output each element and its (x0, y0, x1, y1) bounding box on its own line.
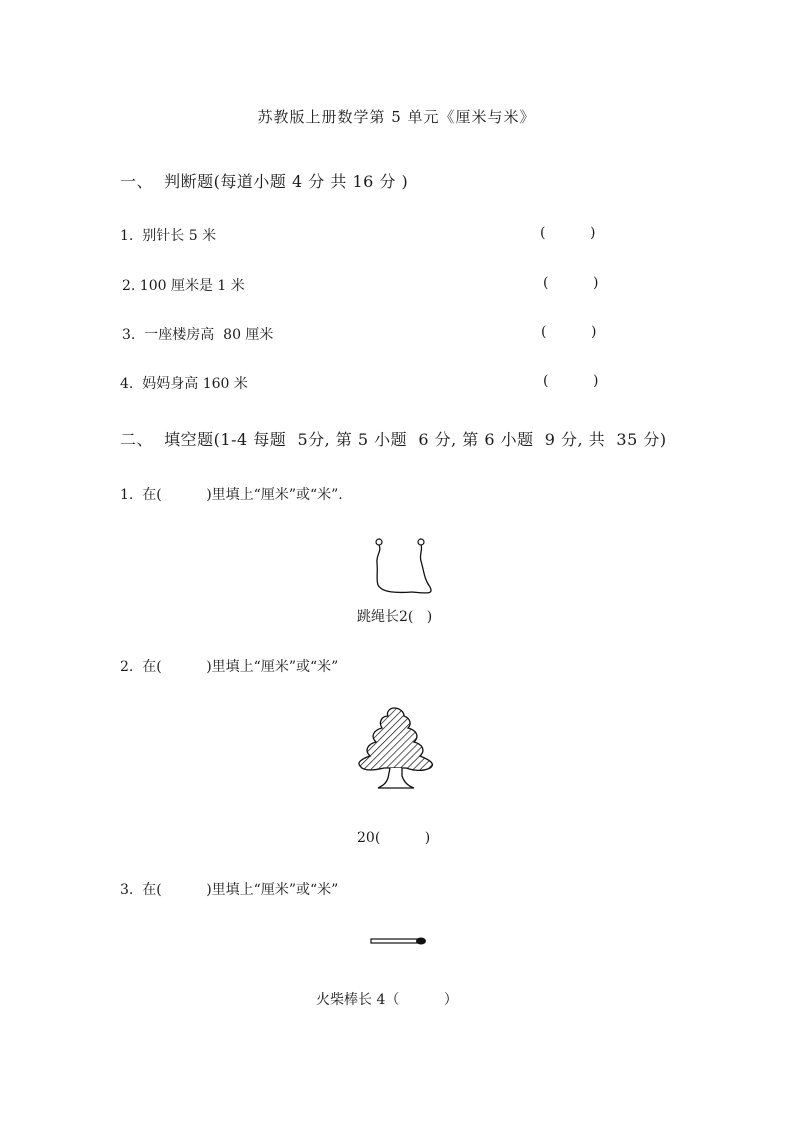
answer-blank-3[interactable]: ( ) (541, 324, 597, 340)
judge-question-1: 1. 别针长 5 米 (120, 228, 217, 244)
fill-question-2: 2. 在( )里填上“厘米”或“米” (120, 659, 339, 675)
judge-question-4: 4. 妈妈身高 160 米 (120, 376, 248, 392)
matchstick-icon (370, 935, 428, 947)
answer-blank-2[interactable]: ( ) (543, 275, 599, 291)
section1-heading: 一、 判断题(每道小题 4 分 共 16 分 ) (120, 172, 409, 191)
section2-heading: 二、 填空题(1-4 每题 5分, 第 5 小题 6 分, 第 6 小题 9 分, 共 35 分) (120, 430, 667, 449)
judge-question-2: 2. 100 厘米是 1 米 (122, 278, 245, 294)
tree-icon (356, 706, 440, 790)
caption-matchstick[interactable]: 火柴棒长 4（ ） (316, 992, 458, 1008)
caption-jump-rope[interactable]: 跳绳长2( ) (357, 609, 433, 625)
judge-question-3: 3. 一座楼房高 80 厘米 (122, 327, 274, 343)
answer-blank-4[interactable]: ( ) (543, 373, 599, 389)
fill-question-1: 1. 在( )里填上“厘米”或“米”. (120, 487, 343, 503)
fill-question-3: 3. 在( )里填上“厘米”或“米” (120, 882, 339, 898)
answer-blank-1[interactable]: ( ) (540, 225, 596, 241)
jump-rope-icon (368, 537, 438, 607)
caption-tree[interactable]: 20( ) (357, 830, 431, 846)
page-title: 苏教版上册数学第 5 单元《厘米与米》 (257, 108, 536, 126)
